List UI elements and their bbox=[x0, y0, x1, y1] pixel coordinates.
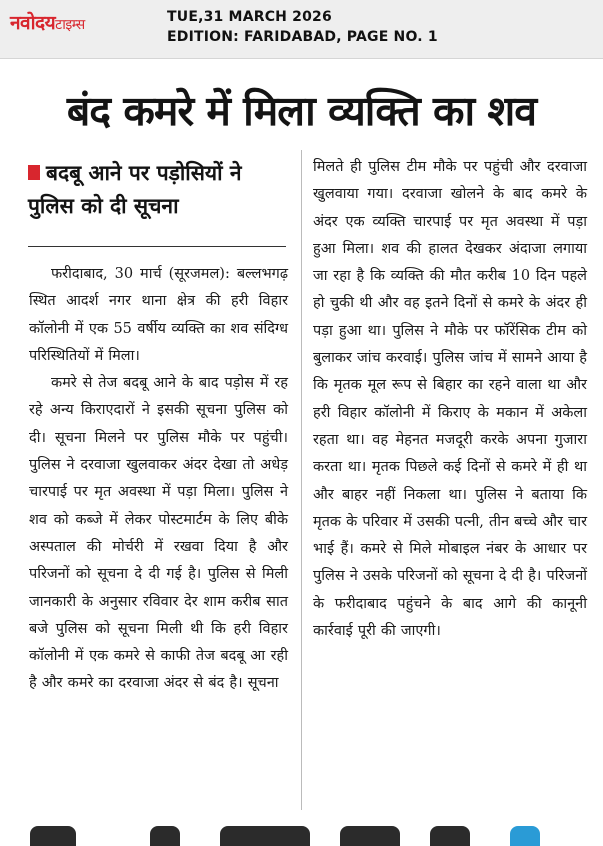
paragraph-body: कमरे से तेज बदबू आने के बाद पड़ोस में रह रहे अन्य किराएदारों ने इसकी सूचना पुलिस को दी। सूचना मिलने पर पुलिस मौके पर पहुंची। पुलिस ने दरवाजा खुलवाकर अंदर देखा तो अधेड़ चारपाई पर मृत अवस्था में पड़ा मिला। पुलिस ने शव को कब्जे में लेकर पोस्टमार्टम के लिए बीके अस्पताल की मोर्चरी में रखवा दिया है और परिजनों को सूचना दे दी गई है। पुलिस से मिली जानकारी के अनुसार रविवार देर शाम करीब सात बजे पुलिस को सूचना मिली थी कि हरी विहार कॉलोनी में एक कमरे से काफी तेज बदबू आ रही है और कमरे का दरवाजा अंदर से बंद है। सूचना bbox=[29, 375, 288, 692]
edition-page: EDITION: FARIDABAD, PAGE NO. 1 bbox=[167, 29, 438, 45]
logo-sub: टाइम्स bbox=[55, 17, 85, 33]
next-headline-cutoff bbox=[30, 826, 550, 846]
article-column-right bbox=[313, 154, 587, 645]
newspaper-logo bbox=[10, 12, 85, 36]
red-square-marker bbox=[28, 165, 40, 180]
masthead-bar bbox=[0, 0, 603, 59]
paragraph-dateline: फरीदाबाद, 30 मार्च (सूरजमल): बल्लभगढ़ स्थित आदर्श नगर थाना क्षेत्र की हरी विहार कॉलोनी में एक 55 वर्षीय व्यक्ति का शव संदिग्ध परिस्थितियों में मिला। bbox=[29, 266, 288, 364]
column-divider bbox=[301, 150, 302, 810]
edition-info bbox=[167, 7, 438, 47]
subhead-text: बदबू आने पर पड़ोसियों ने पुलिस को दी सूचना bbox=[28, 161, 242, 218]
logo-main: नवोदय bbox=[10, 12, 56, 34]
article-column-left bbox=[29, 261, 288, 698]
article-headline: बंद कमरे में मिला व्यक्ति का शव bbox=[66, 87, 537, 135]
subhead-divider bbox=[28, 246, 286, 247]
issue-date: TUE,31 MARCH 2026 bbox=[167, 9, 332, 25]
paragraph-continued: मिलते ही पुलिस टीम मौके पर पहुंची और दरवाजा खुलवाया गया। दरवाजा खोलने के बाद कमरे के अंदर एक व्यक्ति चारपाई पर मृत अवस्था में पड़ा हुआ मिला। शव की हालत देखकर अंदाजा लगाया जा रहा है कि व्यक्ति की मौत करीब 10 दिन पहले हो चुकी थी और वह इतने दिनों से कमरे के अंदर ही पड़ा हुआ था। पुलिस ने मौके पर फॉरेंसिक टीम को बुलाकर जांच करवाई। पुलिस जांच में सामने आया है कि मृतक मूल रूप से बिहार का रहने वाला था और हरी विहार कॉलोनी में किराए के मकान में अकेला रहता था। वह मेहनत मजदूरी करके अपना गुजारा करता था। मृतक पिछले कई दिनों से कमरे में ही था और बाहर नहीं निकला था। पुलिस ने बताया कि मृतक के परिवार में उसकी पत्नी, तीन बच्चे और चार भाई हैं। कमरे से मिले मोबाइल नंबर के आधार पर पुलिस ने उसके परिजनों को सूचना दे दी है। परिजनों के फरीदाबाद पहुंचने के बाद आगे की कानूनी कार्रवाई पूरी की जाएगी। bbox=[313, 159, 588, 640]
article-subhead bbox=[28, 157, 293, 223]
